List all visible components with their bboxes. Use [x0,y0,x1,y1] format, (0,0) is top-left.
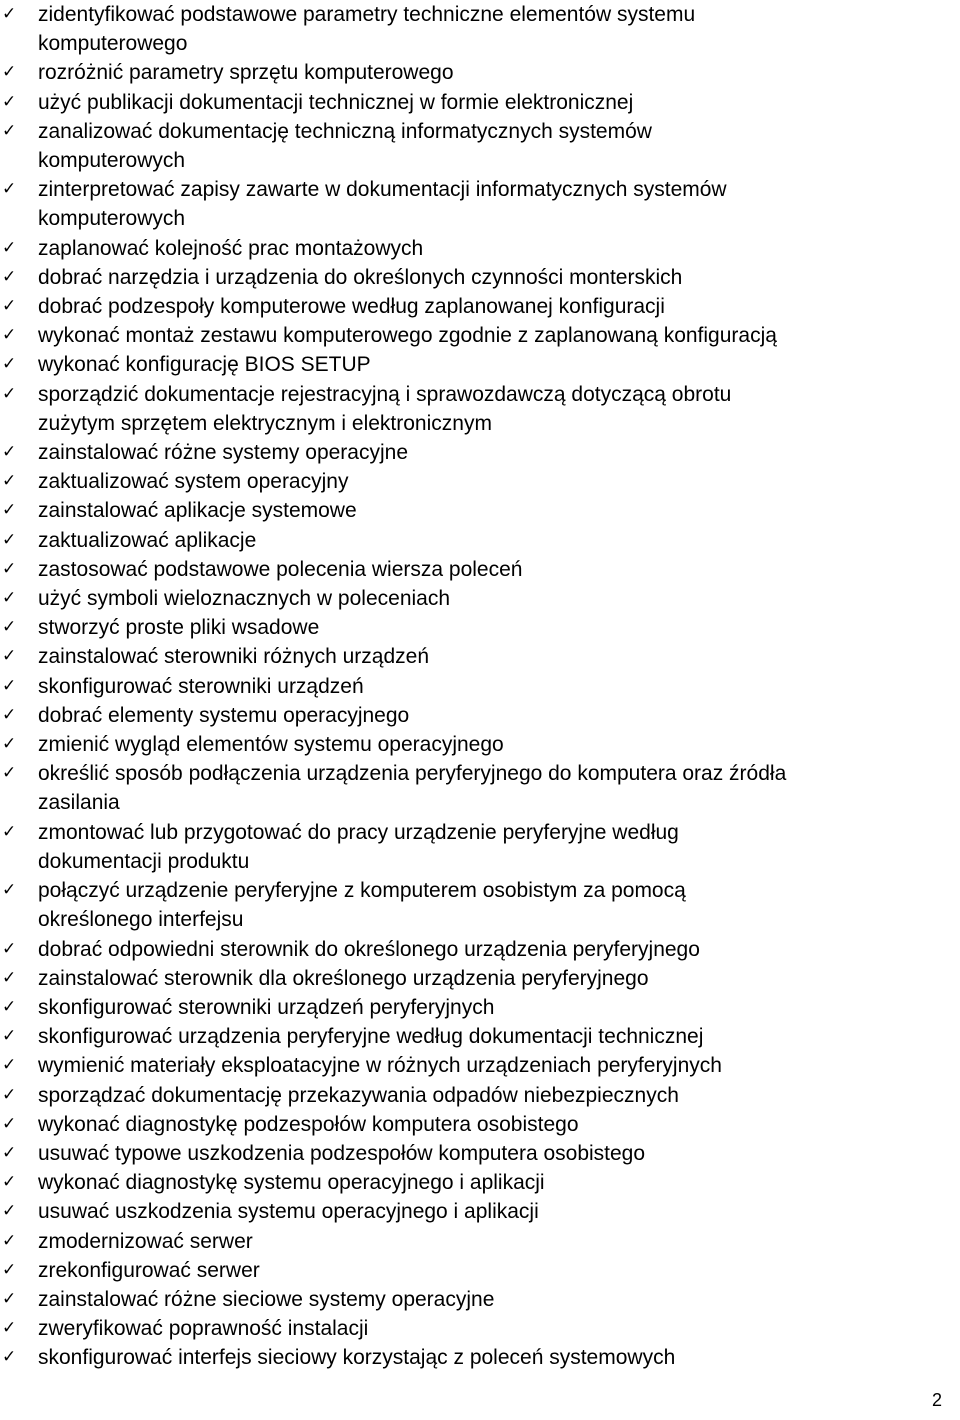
checkmark-icon: ✓ [2,237,17,258]
checkmark-icon: ✓ [2,471,17,492]
checklist-item [0,117,950,175]
checklist-item-text: dobrać podzespoły komputerowe według zaplanowanej konfiguracji [38,295,665,319]
checkmark-icon: ✓ [2,4,17,24]
checklist-item-text: skonfigurować sterowniki urządzeń [38,674,364,698]
checklist-item [0,467,950,496]
checklist-item [0,584,950,613]
checkmark-icon: ✓ [2,967,17,988]
checkmark-icon: ✓ [2,588,17,609]
checklist-item-text: dobrać narzędzia i urządzenia do określonych czynności monterskich [38,265,683,289]
checklist-item-text: zmodernizować serwer [38,1229,253,1253]
checkmark-icon: ✓ [2,880,17,901]
checklist-item [0,526,950,555]
checkmark-icon: ✓ [2,354,17,375]
checklist-item [0,175,950,233]
checkmark-icon: ✓ [2,675,17,696]
checklist-item-text: zastosować podstawowe polecenia wiersza poleceń [38,557,523,581]
checklist-item-text: zasilania [38,791,120,815]
checklist-item-text: komputerowych [38,207,186,231]
checklist-item-text: zweryfikować poprawność instalacji [38,1317,369,1341]
checklist-item-text: rozróżnić parametry sprzętu komputerowego [38,61,454,85]
checklist-item-text: użyć publikacji dokumentacji technicznej w formie elektronicznej [38,90,634,114]
checklist-item-text: zaplanować kolejność prac montażowych [38,236,424,260]
checkmark-icon: ✓ [2,938,17,959]
checklist-item-text: zainstalować różne sieciowe systemy operacyjne [38,1287,495,1311]
checklist-item-text: komputerowych [38,149,186,173]
checkmark-icon: ✓ [2,1055,17,1076]
checklist-item-text: wykonać diagnostykę podzespołów komputera osobistego [38,1112,579,1136]
checklist-item-text: zrekonfigurować serwer [38,1258,260,1282]
checklist-item [0,1343,950,1372]
checklist-item [0,292,950,321]
checkmark-icon: ✓ [2,1201,17,1222]
checklist-item [0,1197,950,1226]
checklist-item-text: sporządzić dokumentacje rejestracyjną i sprawozdawczą dotyczącą obrotu [38,382,732,406]
checklist-item [0,642,950,671]
checklist-item [0,759,950,817]
checklist-item-text: dokumentacji produktu [38,849,250,873]
checklist-item-text: zanalizować dokumentację techniczną informatycznych systemów [38,119,652,143]
checkmark-icon: ✓ [2,266,17,287]
checkmark-icon: ✓ [2,529,17,550]
checklist-item [0,438,950,467]
checkmark-icon: ✓ [2,1113,17,1134]
checklist-item [0,1227,950,1256]
checkmark-icon: ✓ [2,996,17,1017]
checkmark-icon: ✓ [2,1026,17,1047]
checklist-item-text: sporządzać dokumentację przekazywania odpadów niebezpiecznych [38,1083,679,1107]
page-number: 2 [931,1390,942,1410]
checklist-item [0,613,950,642]
checkmark-icon: ✓ [2,500,17,521]
checkmark-icon: ✓ [2,120,17,141]
checklist-item [0,1256,950,1285]
checklist-item-text: zaktualizować aplikacje [38,528,257,552]
checklist-item-text: zmienić wygląd elementów systemu operacyjnego [38,733,504,757]
checkmark-icon: ✓ [2,1347,17,1368]
checklist-item-text: usuwać uszkodzenia systemu operacyjnego i aplikacji [38,1200,539,1224]
checklist-item-text: określonego interfejsu [38,908,244,932]
checklist-item-text: wykonać montaż zestawu komputerowego zgodnie z zaplanowaną konfiguracją [38,324,777,348]
checklist-item-text: zidentyfikować podstawowe parametry techniczne elementów systemu [38,3,696,26]
checklist-item-text: zużytym sprzętem elektrycznym i elektronicznym [38,411,492,435]
checkmark-icon: ✓ [2,1318,17,1339]
checklist-item [0,88,950,117]
checkmark-icon: ✓ [2,763,17,784]
checkmark-icon: ✓ [2,1172,17,1193]
checkmark-icon: ✓ [2,1084,17,1105]
checklist-item [0,58,950,87]
checklist-item [0,1081,950,1110]
checkmark-icon: ✓ [2,734,17,755]
checklist-item [0,263,950,292]
checkmark-icon: ✓ [2,325,17,346]
checkmark-icon: ✓ [2,821,17,842]
checklist-item-text: wykonać diagnostykę systemu operacyjnego i aplikacji [38,1171,545,1195]
checkmark-icon: ✓ [2,646,17,667]
checklist-item [0,964,950,993]
checklist-item [0,380,950,438]
checklist-item-text: użyć symboli wieloznacznych w poleceniach [38,587,451,611]
checklist-item-text: połączyć urządzenie peryferyjne z komputerem osobistym za pomocą [38,879,686,903]
checkmark-icon: ✓ [2,383,17,404]
checklist-item [0,321,950,350]
checklist-item [0,1022,950,1051]
checkmark-icon: ✓ [2,179,17,200]
checkmark-icon: ✓ [2,617,17,638]
checkmark-icon: ✓ [2,1230,17,1251]
checklist-item [0,555,950,584]
checklist-item [0,1285,950,1314]
checkmark-icon: ✓ [2,1259,17,1280]
checklist-item [0,701,950,730]
checklist-item-text: określić sposób podłączenia urządzenia peryferyjnego do komputera oraz źródła [38,762,787,786]
checkmark-icon: ✓ [2,558,17,579]
checkmark-icon: ✓ [2,442,17,463]
checklist-item [0,730,950,759]
checklist-item-text: wykonać konfigurację BIOS SETUP [38,353,371,377]
checklist-item-text: dobrać elementy systemu operacyjnego [38,703,410,727]
checklist-item [0,818,950,876]
checklist-item-text: zmontować lub przygotować do pracy urządzenie peryferyjne według [38,820,679,844]
checklist-item [0,1110,950,1139]
checklist-item-text: zainstalować sterownik dla określonego urządzenia peryferyjnego [38,966,649,990]
checklist-item [0,672,950,701]
checkmark-icon: ✓ [2,1288,17,1309]
checklist-item-text: skonfigurować sterowniki urządzeń peryferyjnych [38,995,495,1019]
checklist-item-text: zainstalować aplikacje systemowe [38,499,357,523]
checklist-item [0,350,950,379]
checklist-item [0,1051,950,1080]
checklist-item-text: zinterpretować zapisy zawarte w dokumentacji informatycznych systemów [38,178,727,202]
checklist-item [0,876,950,934]
checklist-item-text: zainstalować różne systemy operacyjne [38,441,409,465]
checkmark-icon: ✓ [2,62,17,83]
checklist-item [0,993,950,1022]
checklist-item-text: zainstalować sterowniki różnych urządzeń [38,645,430,669]
checklist-item [0,234,950,263]
checklist-item-text: skonfigurować interfejs sieciowy korzystając z poleceń systemowych [38,1346,676,1370]
checklist-item [0,496,950,525]
checklist-item-text: komputerowego [38,32,188,56]
checklist-item-text: zaktualizować system operacyjny [38,470,349,494]
checklist-item-text: stworzyć proste pliki wsadowe [38,616,320,640]
checkmark-icon: ✓ [2,704,17,725]
checklist-item-text: wymienić materiały eksploatacyjne w różnych urządzeniach peryferyjnych [38,1054,722,1078]
checklist-item [0,0,950,58]
checkmark-icon: ✓ [2,91,17,112]
checklist-item [0,1139,950,1168]
checklist-item [0,1314,950,1343]
checklist-item [0,1168,950,1197]
checklist-item-text: dobrać odpowiedni sterownik do określonego urządzenia peryferyjnego [38,937,700,961]
checklist-item-text: skonfigurować urządzenia peryferyjne według dokumentacji technicznej [38,1025,704,1049]
checkmark-icon: ✓ [2,296,17,317]
checklist-item-text: usuwać typowe uszkodzenia podzespołów komputera osobistego [38,1141,646,1165]
checkmark-icon: ✓ [2,1142,17,1163]
checklist-item [0,935,950,964]
